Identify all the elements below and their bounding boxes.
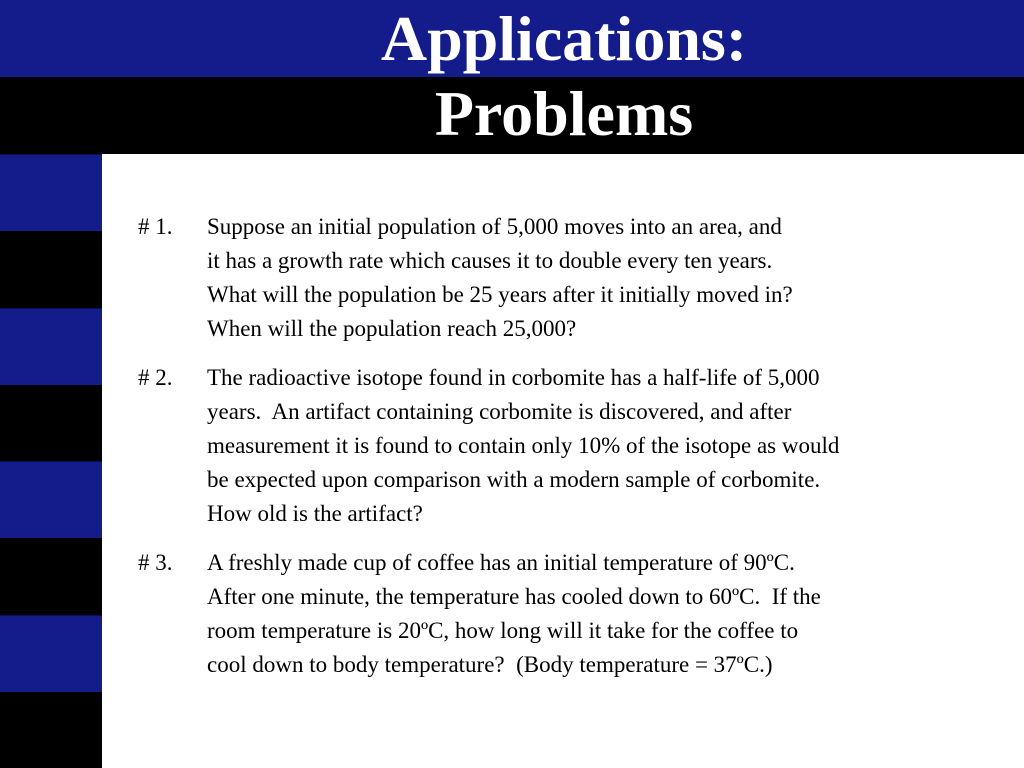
problem-item	[138, 361, 998, 531]
problem-item	[138, 210, 998, 346]
problem-text-line: measurement it is found to contain only 10% of the isotope as would	[207, 433, 840, 458]
stripe-black	[0, 538, 102, 614]
stripe-black	[0, 385, 102, 461]
problem-text	[207, 210, 998, 346]
problem-number: # 3.	[138, 550, 173, 575]
slide-title-line-1: Applications:	[380, 3, 748, 74]
stripe-blue	[0, 615, 102, 692]
problem-number: # 1.	[138, 214, 173, 239]
problem-text	[207, 546, 998, 682]
stripe-blue	[0, 308, 102, 385]
problem-text-line: When will the population reach 25,000?	[207, 316, 577, 341]
problem-text-line: How old is the artifact?	[207, 501, 423, 526]
slide-title-line-2: Problems	[434, 78, 694, 149]
problem-text-line: years. An artifact containing corbomite is discovered, and after	[207, 399, 792, 424]
problem-text-line: What will the population be 25 years after it initially moved in?	[207, 282, 793, 307]
problem-text	[207, 361, 998, 531]
left-stripe-bar	[0, 154, 102, 768]
problem-text-line: be expected upon comparison with a modern sample of corbomite.	[207, 467, 821, 492]
problem-text-line: room temperature is 20ºC, how long will it take for the coffee to	[207, 618, 799, 643]
problem-text-line: After one minute, the temperature has cooled down to 60ºC. If the	[207, 584, 821, 609]
problem-text-line: cool down to body temperature? (Body temperature = 37ºC.)	[207, 652, 773, 677]
problem-list	[138, 210, 998, 697]
problem-item	[138, 546, 998, 682]
problem-text-line: it has a growth rate which causes it to double every ten years.	[207, 248, 773, 273]
problem-number: # 2.	[138, 365, 173, 390]
stripe-blue	[0, 154, 102, 231]
stripe-black	[0, 692, 102, 768]
stripe-black	[0, 231, 102, 307]
problem-text-line: A freshly made cup of coffee has an initial temperature of 90ºC.	[207, 550, 795, 575]
problem-text-line: Suppose an initial population of 5,000 moves into an area, and	[207, 214, 782, 239]
stripe-blue	[0, 461, 102, 538]
problem-text-line: The radioactive isotope found in corbomite has a half-life of 5,000	[207, 365, 820, 390]
